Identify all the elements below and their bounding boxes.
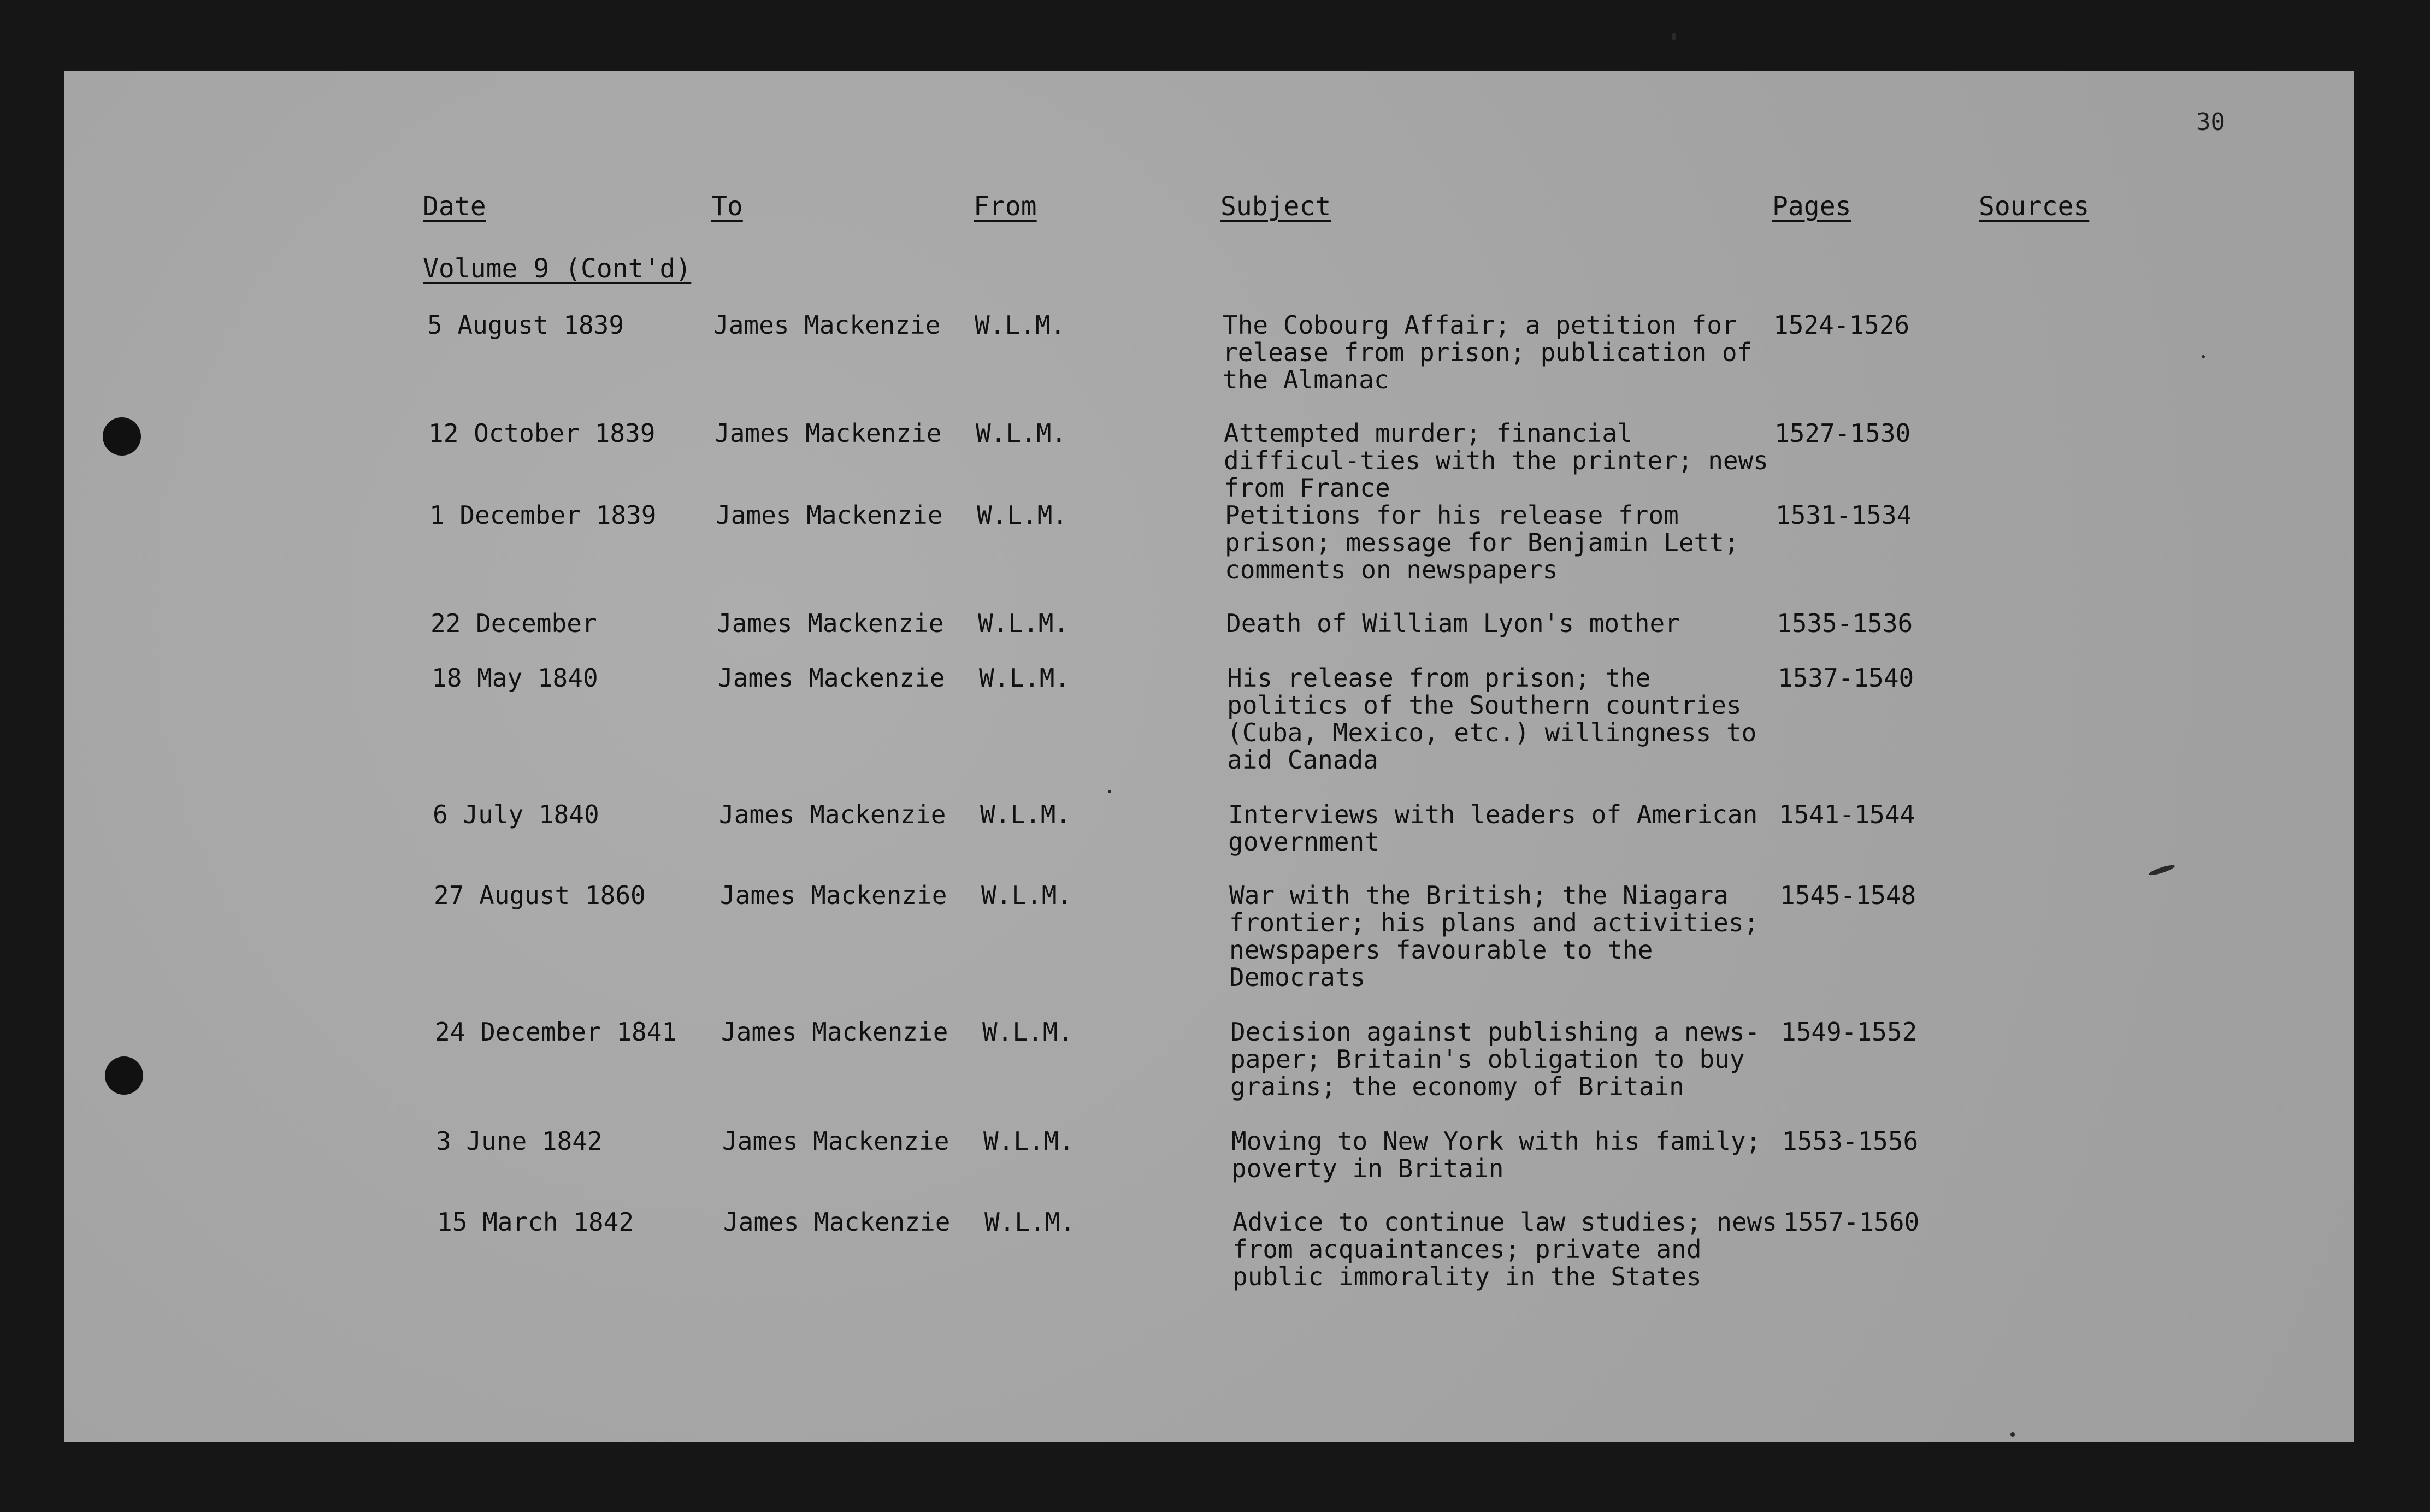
- entry-pages: 1537-1540: [1778, 663, 1914, 693]
- entry-from: W.L.M.: [981, 881, 1072, 910]
- entry-date: 6 July 1840: [433, 800, 599, 829]
- speck: [2010, 1432, 2015, 1437]
- entry-pages: 1545-1548: [1780, 881, 1916, 910]
- entry-pages: 1541-1544: [1779, 800, 1915, 829]
- entry-date: 12 October 1839: [428, 418, 656, 448]
- entry-to: James Mackenzie: [721, 1017, 948, 1047]
- entry-pages: 1553-1556: [1782, 1126, 1919, 1156]
- punch-hole-top: [103, 417, 141, 456]
- entry-subject: His release from prison; the politics of the Southern countries (Cuba, Mexico, etc.) willingness to aid Canada: [1227, 663, 1757, 775]
- header-date: Date: [423, 191, 486, 222]
- header-pages: Pages: [1772, 191, 1851, 222]
- entry-date: 1 December 1839: [429, 500, 657, 530]
- punch-hole-bottom: [105, 1056, 143, 1095]
- entry-subject: War with the British; the Niagara frontier; his plans and activities; newspapers favourable to the Democrats: [1229, 881, 1759, 992]
- entry-to: James Mackenzie: [723, 1207, 951, 1237]
- entry-subject: Moving to New York with his family; poverty in Britain: [1231, 1126, 1761, 1183]
- entry-subject: Attempted murder; financial difficul-ties with the printer; news from France: [1224, 418, 1768, 503]
- entry-subject: The Cobourg Affair; a petition for release from prison; publication of the Almanac: [1223, 310, 1753, 394]
- entry-from: W.L.M.: [978, 609, 1069, 638]
- entry-date: 5 August 1839: [427, 310, 624, 340]
- entry-pages: 1531-1534: [1776, 500, 1912, 530]
- speck: [1108, 790, 1111, 793]
- entry-to: James Mackenzie: [720, 881, 947, 910]
- entry-date: 18 May 1840: [432, 663, 598, 693]
- entry-to: James Mackenzie: [716, 500, 943, 530]
- header-to: To: [711, 191, 743, 222]
- entry-from: W.L.M.: [976, 418, 1067, 448]
- volume-label: Volume 9 (Cont'd): [423, 253, 692, 284]
- entry-subject: Petitions for his release from prison; message for Benjamin Lett; comments on newspapers: [1225, 500, 1739, 584]
- entry-from: W.L.M.: [980, 800, 1071, 829]
- entry-from: W.L.M.: [983, 1126, 1075, 1156]
- entry-from: W.L.M.: [982, 1017, 1074, 1047]
- entry-date: 3 June 1842: [436, 1126, 603, 1156]
- entry-to: James Mackenzie: [719, 800, 946, 829]
- entry-to: James Mackenzie: [717, 609, 944, 638]
- entry-date: 27 August 1860: [434, 881, 646, 910]
- header-sources: Sources: [1979, 191, 2090, 222]
- entry-from: W.L.M.: [984, 1207, 1076, 1237]
- entry-pages: 1524-1526: [1773, 310, 1910, 340]
- header-from: From: [974, 191, 1037, 222]
- entry-date: 15 March 1842: [437, 1207, 634, 1237]
- entry-to: James Mackenzie: [715, 418, 942, 448]
- speck: [2202, 355, 2205, 358]
- entry-date: 22 December: [430, 609, 597, 638]
- page-number: 30: [2196, 108, 2225, 136]
- entry-to: James Mackenzie: [718, 663, 945, 693]
- entry-pages: 1557-1560: [1783, 1207, 1920, 1237]
- entry-subject: Advice to continue law studies; news from acquaintances; private and public immorality in the States: [1232, 1207, 1777, 1291]
- entry-subject: Interviews with leaders of American government: [1228, 800, 1758, 857]
- entry-to: James Mackenzie: [722, 1126, 949, 1156]
- entry-subject: Decision against publishing a news-paper; Britain's obligation to buy grains; the economy of Britain: [1230, 1017, 1760, 1101]
- entry-date: 24 December 1841: [435, 1017, 677, 1047]
- entry-from: W.L.M.: [979, 663, 1070, 693]
- entry-pages: 1527-1530: [1774, 418, 1911, 448]
- entry-from: W.L.M.: [977, 500, 1068, 530]
- header-subject: Subject: [1220, 191, 1331, 222]
- entry-pages: 1535-1536: [1777, 609, 1913, 638]
- entry-pages: 1549-1552: [1781, 1017, 1918, 1047]
- speck: [1672, 33, 1676, 40]
- document-sheet: [64, 71, 2354, 1442]
- entry-to: James Mackenzie: [713, 310, 941, 340]
- entry-from: W.L.M.: [975, 310, 1066, 340]
- entry-subject: Death of William Lyon's mother: [1226, 609, 1680, 638]
